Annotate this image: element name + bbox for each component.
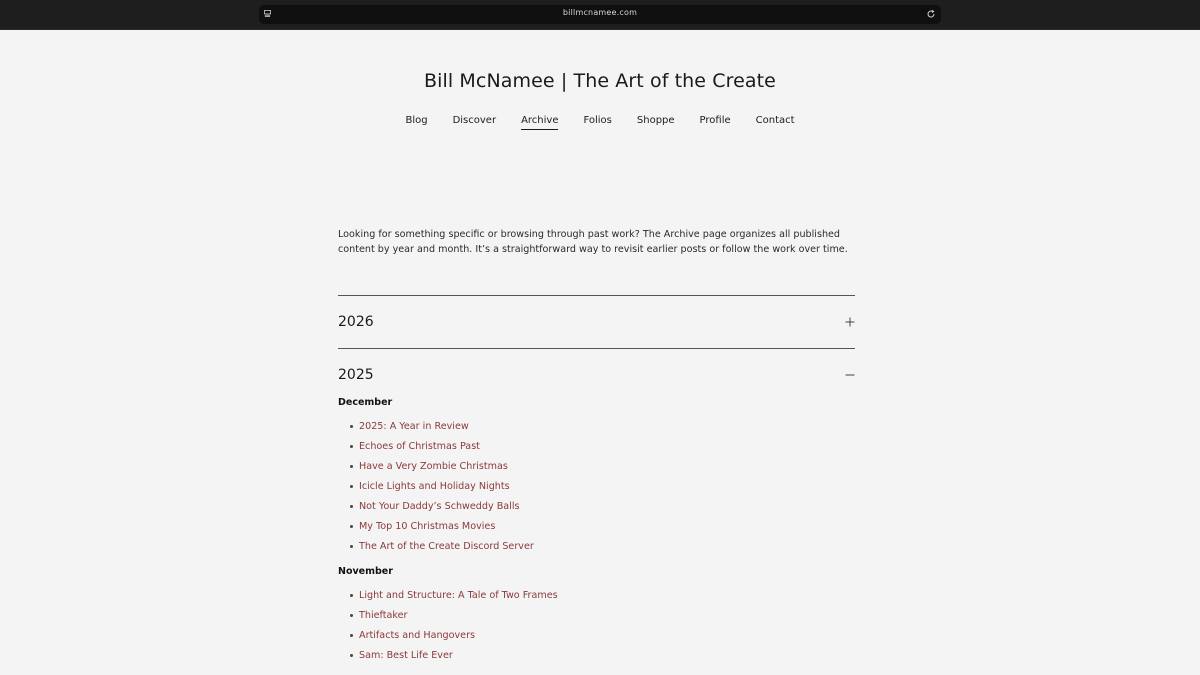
nav-item-archive[interactable]: Archive: [521, 115, 558, 130]
address-bar[interactable]: [259, 5, 941, 24]
post-link[interactable]: Artifacts and Hangovers: [359, 629, 476, 641]
list-item: [351, 645, 855, 665]
month-label-december: December: [338, 397, 393, 408]
plus-icon[interactable]: [845, 317, 855, 327]
list-item: [351, 416, 855, 436]
year-label: 2025: [338, 367, 374, 383]
post-link[interactable]: Thieftaker: [359, 609, 408, 621]
nav-item-blog[interactable]: Blog: [405, 115, 428, 126]
main-nav: [0, 115, 1200, 130]
bullet-icon: [350, 465, 353, 468]
list-item: [351, 605, 855, 625]
post-link[interactable]: 2025: A Year in Review: [359, 420, 469, 432]
bullet-icon: [350, 485, 353, 488]
nav-item-folios[interactable]: Folios: [583, 115, 612, 126]
post-link[interactable]: Icicle Lights and Holiday Nights: [359, 480, 510, 492]
post-link[interactable]: Sam: Best Life Ever: [359, 649, 453, 661]
post-link[interactable]: Not Your Daddy’s Schweddy Balls: [359, 500, 520, 512]
bullet-icon: [350, 525, 353, 528]
post-list-december: [338, 416, 855, 556]
nav-item-contact[interactable]: Contact: [755, 115, 795, 126]
year-body-2025: [338, 397, 855, 665]
nav-item-profile[interactable]: Profile: [699, 115, 731, 126]
post-list-november: [338, 585, 855, 665]
post-link[interactable]: Echoes of Christmas Past: [359, 440, 480, 452]
bullet-icon: [350, 505, 353, 508]
list-item: [351, 456, 855, 476]
year-section-2025: [338, 348, 855, 665]
bullet-icon: [350, 594, 353, 597]
list-item: [351, 496, 855, 516]
month-label-november: November: [338, 566, 393, 577]
archive-content: [338, 227, 855, 675]
nav-item-shoppe[interactable]: Shoppe: [636, 115, 675, 126]
list-item: [351, 625, 855, 645]
site-title[interactable]: Bill McNamee | The Art of the Create: [424, 70, 776, 92]
post-link[interactable]: My Top 10 Christmas Movies: [359, 520, 496, 532]
year-toggle-2026[interactable]: [338, 296, 855, 348]
list-item: [351, 516, 855, 536]
bullet-icon: [350, 634, 353, 637]
list-item: [351, 585, 855, 605]
page: [0, 30, 1200, 675]
year-section-2026: [338, 295, 855, 348]
intro-text: Looking for something specific or browsing through past work? The Archive page organizes all published content by year and month. It’s a straightforward way to revisit earlier posts or follow the work over time.: [338, 229, 848, 255]
browser-chrome: [0, 0, 1200, 30]
reload-icon[interactable]: [926, 9, 936, 19]
nav-item-discover[interactable]: Discover: [452, 115, 497, 126]
list-item: [351, 476, 855, 496]
post-link[interactable]: Have a Very Zombie Christmas: [359, 460, 508, 472]
bullet-icon: [350, 654, 353, 657]
bullet-icon: [350, 614, 353, 617]
bullet-icon: [350, 425, 353, 428]
url-text: billmcnamee.com: [562, 8, 638, 17]
bullet-icon: [350, 545, 353, 548]
list-item: [351, 436, 855, 456]
bullet-icon: [350, 445, 353, 448]
post-link[interactable]: The Art of the Create Discord Server: [359, 540, 534, 552]
year-label: 2026: [338, 314, 374, 330]
post-link[interactable]: Light and Structure: A Tale of Two Frames: [359, 589, 558, 601]
minus-icon[interactable]: [845, 370, 855, 380]
list-item: [351, 536, 855, 556]
year-toggle-2025[interactable]: [338, 349, 855, 401]
